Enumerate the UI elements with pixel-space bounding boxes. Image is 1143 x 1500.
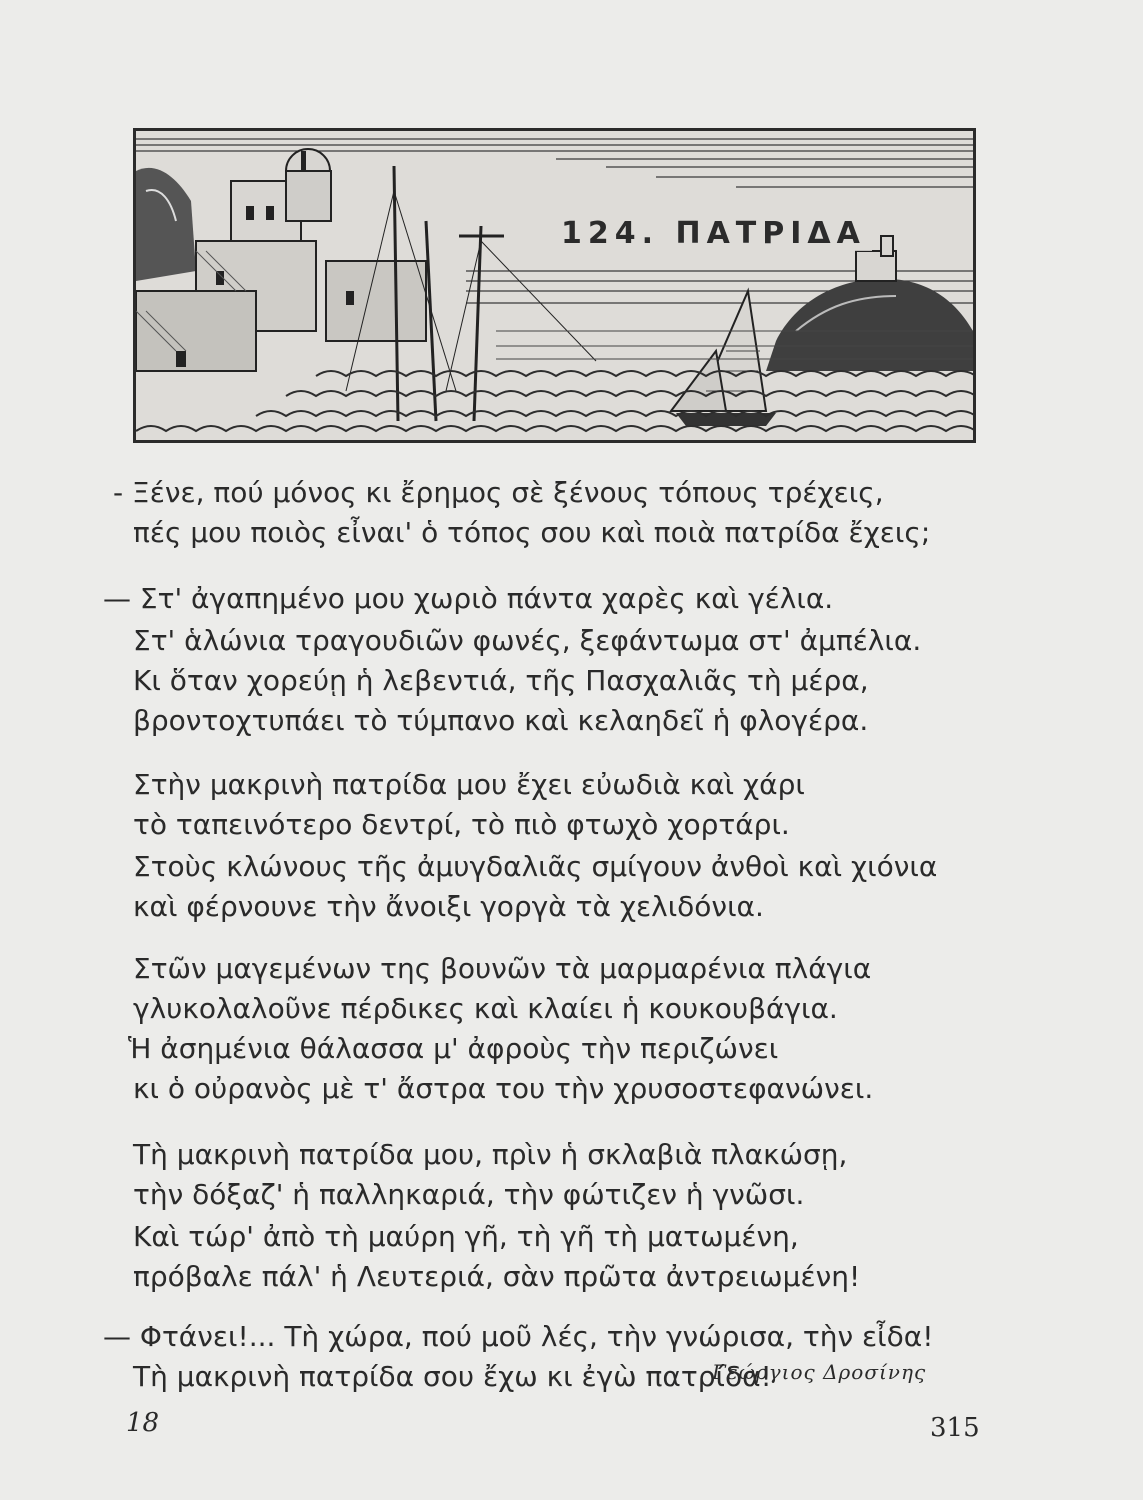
poem-line: Στ' ἁλώνια τραγουδιῶν φωνές, ξεφάντωμα στ' ἀμπέλια. [133,624,922,657]
poem-line: Στῶν μαγεμένων της βουνῶν τὰ μαρμαρένια πλάγια [133,952,872,985]
poem-line: Καὶ τώρ' ἀπὸ τὴ μαύρη γῆ, τὴ γῆ τὴ ματωμένη, [133,1220,799,1253]
poem-line: πές μου ποιὸς εἶναι' ὁ τόπος σου καὶ ποιὰ πατρίδα ἔχεις; [133,516,931,549]
poem-line: Τὴ μακρινὴ πατρίδα μου, πρὶν ἡ σκλαβιὰ πλακώσῃ, [133,1138,848,1171]
poem-line: τὴν δόξαζ' ἡ παλληκαριά, τὴν φώτιζεν ἡ γνῶσι. [133,1178,805,1211]
poem-line: τὸ ταπεινότερο δεντρί, τὸ πιὸ φτωχὸ χορτάρι. [133,808,790,841]
poem-line: πρόβαλε πάλ' ἡ Λευτεριά, σὰν πρῶτα ἀντρειωμένη! [133,1260,861,1293]
poem-line: κι ὁ οὐρανὸς μὲ τ' ἄστρα του τὴν χρυσοστεφανώνει. [133,1072,874,1105]
poem-line: Στοὺς κλώνους τῆς ἀμυγδαλιᾶς σμίγουν ἀνθοὶ καὶ χιόνια [133,850,938,883]
poem-line: — Φτάνει!... Τὴ χώρα, πού μοῦ λές, τὴν γνώρισα, τὴν εἶδα! [103,1320,934,1353]
poem-line: - Ξένε, πού μόνος κι ἔρημος σὲ ξένους τόπους τρέχεις, [113,476,884,509]
poem-line: — Στ' ἀγαπημένο μου χωριὸ πάντα χαρὲς καὶ γέλια. [103,582,834,615]
poem-line: γλυκολαλοῦνε πέρδικες καὶ κλαίει ἡ κουκουβάγια. [133,992,838,1025]
poem-line: βροντοχτυπάει τὸ τύμπανο καὶ κελαηδεῖ ἡ φλογέρα. [133,704,869,737]
author-signature: Γεώργιος Δροσίνης [712,1360,927,1384]
poem-line: Στὴν μακρινὴ πατρίδα μου ἔχει εὐωδιὰ καὶ χάρι [133,768,805,801]
poem-line: Τὴ μακρινὴ πατρίδα σου ἔχω κι ἐγὼ πατρίδα! [133,1360,772,1393]
harbor-scene-image [136,131,973,440]
poem-line: Ἡ ἀσημένια θάλασσα μ' ἀφροὺς τὴν περιζώνει [128,1032,779,1065]
signature-number: 18 [126,1408,160,1438]
poem-line: καὶ φέρνουνε τὴν ἄνοιξι γοργὰ τὰ χελιδόνια. [133,890,764,923]
illustration-harbor-engraving [133,128,976,443]
poem-line: Κι ὅταν χορεύῃ ἡ λεβεντιά, τῆς Πασχαλιᾶς τὴ μέρα, [133,664,869,697]
poem-title: 124. ΠΑΤΡΙΔΑ [555,216,872,251]
page-number: 315 [930,1413,980,1443]
